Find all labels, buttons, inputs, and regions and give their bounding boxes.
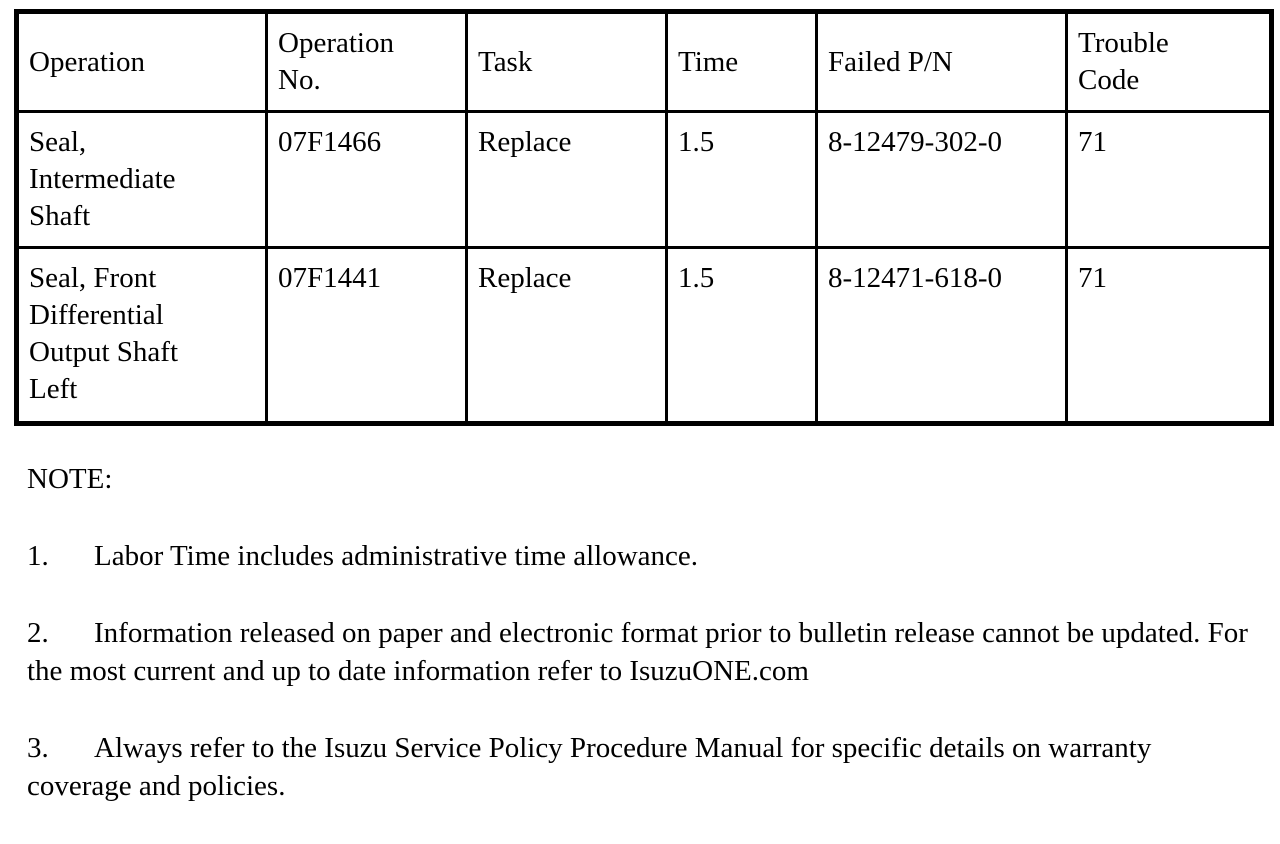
cell-trouble-code: 71 <box>1067 248 1272 424</box>
note-number: 2. <box>27 617 49 649</box>
cell-failed-pn: 8-12471-618-0 <box>817 248 1067 424</box>
note-item <box>27 729 1257 805</box>
cell-operation-no: 07F1466 <box>267 112 467 248</box>
cell-failed-pn: 8-12479-302-0 <box>817 112 1067 248</box>
header-trouble-code: Trouble Code <box>1067 12 1272 112</box>
cell-time: 1.5 <box>667 112 817 248</box>
table-row <box>17 248 1272 424</box>
labor-operations-table <box>14 9 1274 426</box>
note-text: Always refer to the Isuzu Service Policy Procedure Manual for specific details on warranty coverage and policies. <box>27 732 1152 802</box>
cell-trouble-code: 71 <box>1067 112 1272 248</box>
cell-operation: Seal, Front Differential Output Shaft Left <box>17 248 267 424</box>
header-task: Task <box>467 12 667 112</box>
cell-task: Replace <box>467 248 667 424</box>
note-number: 1. <box>27 540 49 572</box>
header-time: Time <box>667 12 817 112</box>
table-header-row <box>17 12 1272 112</box>
table-row <box>17 112 1272 248</box>
note-item <box>27 614 1257 690</box>
header-operation: Operation <box>17 12 267 112</box>
header-operation-no: Operation No. <box>267 12 467 112</box>
note-text: Labor Time includes administrative time allowance. <box>94 540 699 572</box>
note-text: Information released on paper and electronic format prior to bulletin release cannot be updated. For the most current and up to date information refer to IsuzuONE.com <box>27 617 1248 687</box>
note-item <box>27 537 1257 575</box>
header-failed-pn: Failed P/N <box>817 12 1067 112</box>
note-number: 3. <box>27 732 49 764</box>
notes-heading: NOTE: <box>27 463 113 495</box>
cell-task: Replace <box>467 112 667 248</box>
cell-time: 1.5 <box>667 248 817 424</box>
cell-operation-no: 07F1441 <box>267 248 467 424</box>
notes-section <box>27 460 1257 844</box>
cell-operation: Seal, Intermediate Shaft <box>17 112 267 248</box>
